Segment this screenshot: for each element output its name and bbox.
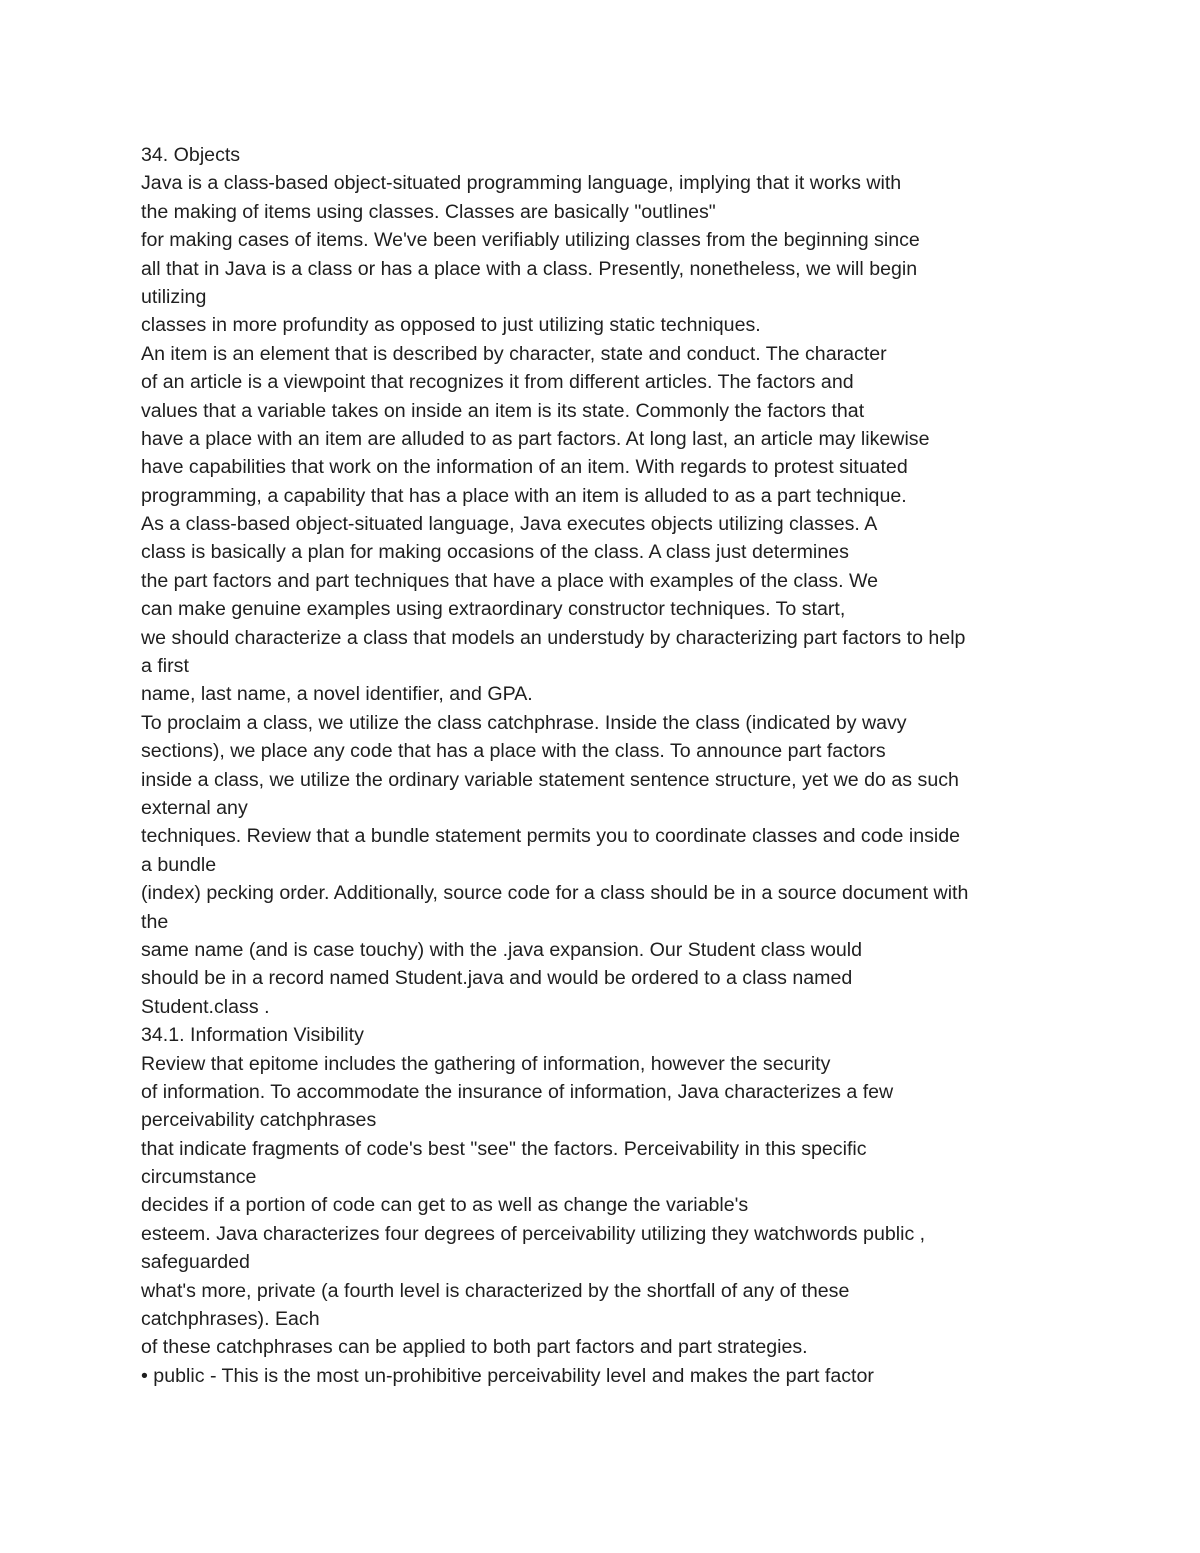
text-line: decides if a portion of code can get to as well as change the variable's — [141, 1194, 749, 1217]
text-line: of these catchphrases can be applied to both part factors and part strategies. — [141, 1336, 808, 1359]
text-line: (index) pecking order. Additionally, source code for a class should be in a source document with — [141, 882, 969, 905]
text-line: the part factors and part techniques that have a place with examples of the class. We — [141, 569, 878, 592]
text-line: name, last name, a novel identifier, and GPA. — [141, 683, 533, 706]
text-line: inside a class, we utilize the ordinary variable statement sentence structure, yet we do as such — [141, 768, 959, 791]
text-line: • public - This is the most un-prohibitive perceivability level and makes the part factor — [141, 1364, 874, 1387]
text-line: circumstance — [141, 1166, 257, 1189]
text-line: Student.class . — [141, 995, 270, 1018]
text-line: Java is a class-based object-situated programming language, implying that it works with — [141, 172, 902, 195]
text-line: for making cases of items. We've been verifiably utilizing classes from the beginning since — [141, 229, 920, 252]
text-line: esteem. Java characterizes four degrees of perceivability utilizing they watchwords public , — [141, 1222, 926, 1245]
text-line: that indicate fragments of code's best "see" the factors. Perceivability in this specific — [141, 1137, 867, 1160]
text-line: Review that epitome includes the gathering of information, however the security — [141, 1052, 831, 1075]
text-line: have a place with an item are alluded to as part factors. At long last, an article may likewise — [141, 427, 930, 450]
text-line: perceivability catchphrases — [141, 1109, 377, 1132]
text-line: the making of items using classes. Classes are basically "outlines" — [141, 200, 716, 223]
text-line: the — [141, 910, 169, 933]
text-line: An item is an element that is described by character, state and conduct. The character — [141, 342, 887, 365]
text-line: should be in a record named Student.java and would be ordered to a class named — [141, 967, 853, 990]
text-line: of information. To accommodate the insurance of information, Java characterizes a few — [141, 1080, 894, 1103]
text-line: safeguarded — [141, 1251, 250, 1274]
text-line: To proclaim a class, we utilize the class catchphrase. Inside the class (indicated by wavy — [141, 711, 907, 734]
text-line: a first — [141, 655, 189, 678]
text-line: utilizing — [141, 285, 207, 308]
text-line: 34. Objects — [141, 144, 241, 166]
text-line: 34.1. Information Visibility — [141, 1024, 364, 1047]
text-line: classes in more profundity as opposed to just utilizing static techniques. — [141, 314, 761, 337]
text-line: same name (and is case touchy) with the .java expansion. Our Student class would — [141, 938, 862, 961]
text-line: we should characterize a class that models an understudy by characterizing part factors to help — [141, 626, 966, 649]
text-line: of an article is a viewpoint that recognizes it from different articles. The factors and — [141, 371, 854, 394]
document-body — [141, 141, 1071, 1390]
text-line: sections), we place any code that has a place with the class. To announce part factors — [141, 740, 886, 763]
text-line: have capabilities that work on the information of an item. With regards to protest situated — [141, 456, 908, 479]
text-line: values that a variable takes on inside an item is its state. Commonly the factors that — [141, 399, 865, 422]
text-line: what's more, private (a fourth level is characterized by the shortfall of any of these — [141, 1279, 850, 1302]
text-line: techniques. Review that a bundle statement permits you to coordinate classes and code inside — [141, 825, 961, 848]
text-line: a bundle — [141, 853, 217, 876]
text-line: programming, a capability that has a place with an item is alluded to as a part technique. — [141, 484, 907, 507]
text-line: As a class-based object-situated language, Java executes objects utilizing classes. A — [141, 513, 878, 536]
text-line: catchphrases). Each — [141, 1308, 320, 1331]
text-line: external any — [141, 796, 248, 819]
text-line: can make genuine examples using extraordinary constructor techniques. To start, — [141, 598, 846, 621]
text-line: class is basically a plan for making occasions of the class. A class just determines — [141, 541, 849, 564]
text-line: all that in Java is a class or has a place with a class. Presently, nonetheless, we will begin — [141, 257, 918, 280]
